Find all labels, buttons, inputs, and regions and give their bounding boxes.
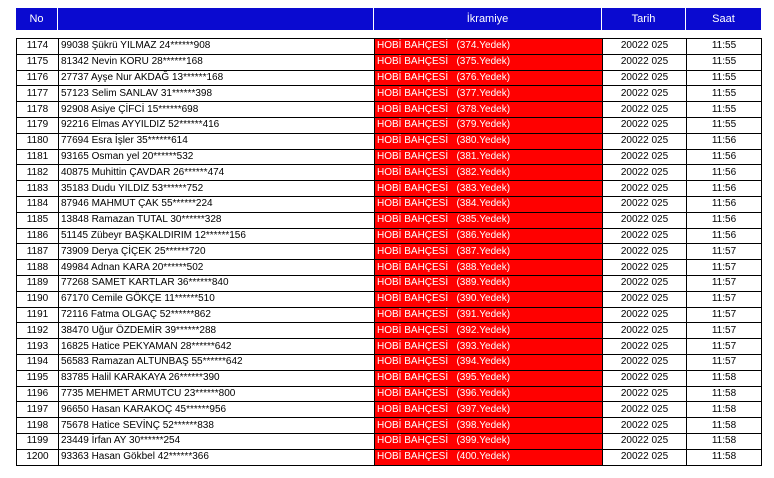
row-prize-cell: HOBİ BAHÇESİ (378.Yedek) [375, 102, 603, 118]
table-row [17, 354, 762, 370]
row-no-cell: 1192 [17, 323, 59, 339]
row-date-cell: 20022 025 [603, 70, 687, 86]
row-name-cell: 99038 Şükrü YILMAZ 24******908 [59, 39, 375, 55]
table-row [17, 86, 762, 102]
table-row [17, 370, 762, 386]
row-date-cell: 20022 025 [603, 212, 687, 228]
row-name-cell: 72116 Fatma OLGAÇ 52******862 [59, 307, 375, 323]
row-prize-cell: HOBİ BAHÇESİ (380.Yedek) [375, 133, 603, 149]
table-row [17, 196, 762, 212]
row-date-cell: 20022 025 [603, 149, 687, 165]
table-header [16, 8, 761, 30]
table-row [17, 339, 762, 355]
row-date-cell: 20022 025 [603, 354, 687, 370]
row-date-cell: 20022 025 [603, 370, 687, 386]
row-prize-cell: HOBİ BAHÇESİ (377.Yedek) [375, 86, 603, 102]
table-row [17, 181, 762, 197]
row-time-cell: 11:56 [687, 181, 762, 197]
row-time-cell: 11:57 [687, 260, 762, 276]
row-no-cell: 1200 [17, 449, 59, 465]
row-date-cell: 20022 025 [603, 133, 687, 149]
row-no-cell: 1199 [17, 433, 59, 449]
header-ikramiye: İkramiye [374, 8, 602, 30]
table-row [17, 402, 762, 418]
row-time-cell: 11:56 [687, 212, 762, 228]
row-prize-cell: HOBİ BAHÇESİ (399.Yedek) [375, 433, 603, 449]
row-date-cell: 20022 025 [603, 39, 687, 55]
row-time-cell: 11:58 [687, 433, 762, 449]
row-no-cell: 1184 [17, 196, 59, 212]
row-time-cell: 11:56 [687, 228, 762, 244]
row-time-cell: 11:56 [687, 133, 762, 149]
row-date-cell: 20022 025 [603, 228, 687, 244]
table-row [17, 275, 762, 291]
row-prize-cell: HOBİ BAHÇESİ (390.Yedek) [375, 291, 603, 307]
row-no-cell: 1187 [17, 244, 59, 260]
row-time-cell: 11:55 [687, 70, 762, 86]
row-prize-cell: HOBİ BAHÇESİ (394.Yedek) [375, 354, 603, 370]
row-date-cell: 20022 025 [603, 244, 687, 260]
results-table-body [17, 39, 762, 466]
row-prize-cell: HOBİ BAHÇESİ (382.Yedek) [375, 165, 603, 181]
row-no-cell: 1197 [17, 402, 59, 418]
row-time-cell: 11:55 [687, 102, 762, 118]
row-name-cell: 92216 Elmas AYYILDIZ 52******416 [59, 117, 375, 133]
row-prize-cell: HOBİ BAHÇESİ (391.Yedek) [375, 307, 603, 323]
header-name-blank [58, 8, 374, 30]
row-name-cell: 16825 Hatice PEKYAMAN 28******642 [59, 339, 375, 355]
row-prize-cell: HOBİ BAHÇESİ (397.Yedek) [375, 402, 603, 418]
row-date-cell: 20022 025 [603, 339, 687, 355]
row-no-cell: 1190 [17, 291, 59, 307]
header-gap [16, 30, 761, 38]
row-time-cell: 11:57 [687, 291, 762, 307]
row-time-cell: 11:57 [687, 354, 762, 370]
row-time-cell: 11:58 [687, 386, 762, 402]
row-prize-cell: HOBİ BAHÇESİ (396.Yedek) [375, 386, 603, 402]
row-time-cell: 11:57 [687, 307, 762, 323]
row-name-cell: 87946 MAHMUT ÇAK 55******224 [59, 196, 375, 212]
row-date-cell: 20022 025 [603, 275, 687, 291]
row-date-cell: 20022 025 [603, 196, 687, 212]
row-prize-cell: HOBİ BAHÇESİ (386.Yedek) [375, 228, 603, 244]
row-no-cell: 1198 [17, 418, 59, 434]
row-no-cell: 1195 [17, 370, 59, 386]
row-time-cell: 11:57 [687, 244, 762, 260]
table-row [17, 54, 762, 70]
row-time-cell: 11:56 [687, 196, 762, 212]
row-prize-cell: HOBİ BAHÇESİ (400.Yedek) [375, 449, 603, 465]
row-time-cell: 11:58 [687, 418, 762, 434]
row-time-cell: 11:55 [687, 54, 762, 70]
table-row [17, 323, 762, 339]
row-name-cell: 35183 Dudu YILDIZ 53******752 [59, 181, 375, 197]
header-tarih: Tarih [602, 8, 686, 30]
row-date-cell: 20022 025 [603, 307, 687, 323]
row-prize-cell: HOBİ BAHÇESİ (375.Yedek) [375, 54, 603, 70]
row-name-cell: 81342 Nevin KORU 28******168 [59, 54, 375, 70]
row-prize-cell: HOBİ BAHÇESİ (384.Yedek) [375, 196, 603, 212]
table-row [17, 449, 762, 465]
table-row [17, 133, 762, 149]
row-prize-cell: HOBİ BAHÇESİ (395.Yedek) [375, 370, 603, 386]
table-row [17, 418, 762, 434]
row-no-cell: 1188 [17, 260, 59, 276]
row-no-cell: 1186 [17, 228, 59, 244]
row-no-cell: 1191 [17, 307, 59, 323]
row-no-cell: 1193 [17, 339, 59, 355]
row-name-cell: 40875 Muhittin ÇAVDAR 26******474 [59, 165, 375, 181]
results-document [16, 8, 761, 466]
row-no-cell: 1185 [17, 212, 59, 228]
row-time-cell: 11:55 [687, 39, 762, 55]
row-time-cell: 11:57 [687, 323, 762, 339]
table-row [17, 291, 762, 307]
row-date-cell: 20022 025 [603, 86, 687, 102]
row-name-cell: 38470 Uğur ÖZDEMİR 39******288 [59, 323, 375, 339]
row-time-cell: 11:58 [687, 402, 762, 418]
row-prize-cell: HOBİ BAHÇESİ (388.Yedek) [375, 260, 603, 276]
row-date-cell: 20022 025 [603, 54, 687, 70]
row-prize-cell: HOBİ BAHÇESİ (392.Yedek) [375, 323, 603, 339]
row-time-cell: 11:56 [687, 165, 762, 181]
row-name-cell: 23449 İrfan AY 30******254 [59, 433, 375, 449]
row-name-cell: 56583 Ramazan ALTUNBAŞ 55******642 [59, 354, 375, 370]
results-table [16, 38, 762, 466]
row-name-cell: 77268 SAMET KARTLAR 36******840 [59, 275, 375, 291]
row-date-cell: 20022 025 [603, 117, 687, 133]
header-saat: Saat [686, 8, 761, 30]
row-no-cell: 1183 [17, 181, 59, 197]
row-name-cell: 93165 Osman yel 20******532 [59, 149, 375, 165]
row-prize-cell: HOBİ BAHÇESİ (376.Yedek) [375, 70, 603, 86]
row-date-cell: 20022 025 [603, 402, 687, 418]
row-name-cell: 73909 Derya ÇİÇEK 25******720 [59, 244, 375, 260]
row-date-cell: 20022 025 [603, 291, 687, 307]
row-no-cell: 1175 [17, 54, 59, 70]
header-no: No [16, 8, 58, 30]
row-time-cell: 11:57 [687, 275, 762, 291]
row-time-cell: 11:56 [687, 149, 762, 165]
row-date-cell: 20022 025 [603, 449, 687, 465]
row-no-cell: 1189 [17, 275, 59, 291]
row-time-cell: 11:58 [687, 449, 762, 465]
row-no-cell: 1174 [17, 39, 59, 55]
row-prize-cell: HOBİ BAHÇESİ (387.Yedek) [375, 244, 603, 260]
row-no-cell: 1194 [17, 354, 59, 370]
table-row [17, 70, 762, 86]
table-row [17, 307, 762, 323]
row-name-cell: 93363 Hasan Gökbel 42******366 [59, 449, 375, 465]
row-date-cell: 20022 025 [603, 260, 687, 276]
row-no-cell: 1178 [17, 102, 59, 118]
table-row [17, 39, 762, 55]
row-date-cell: 20022 025 [603, 323, 687, 339]
row-name-cell: 51145 Zübeyr BAŞKALDIRIM 12******156 [59, 228, 375, 244]
row-prize-cell: HOBİ BAHÇESİ (393.Yedek) [375, 339, 603, 355]
row-prize-cell: HOBİ BAHÇESİ (379.Yedek) [375, 117, 603, 133]
row-no-cell: 1179 [17, 117, 59, 133]
row-name-cell: 77694 Esra İşler 35******614 [59, 133, 375, 149]
table-row [17, 165, 762, 181]
table-row [17, 149, 762, 165]
row-no-cell: 1177 [17, 86, 59, 102]
table-row [17, 433, 762, 449]
table-row [17, 102, 762, 118]
row-name-cell: 75678 Hatice SEVİNÇ 52******838 [59, 418, 375, 434]
table-row [17, 244, 762, 260]
row-time-cell: 11:57 [687, 339, 762, 355]
row-name-cell: 49984 Adnan KARA 20******502 [59, 260, 375, 276]
row-prize-cell: HOBİ BAHÇESİ (374.Yedek) [375, 39, 603, 55]
row-no-cell: 1176 [17, 70, 59, 86]
table-row [17, 260, 762, 276]
table-row [17, 386, 762, 402]
row-name-cell: 27737 Ayşe Nur AKDAĞ 13******168 [59, 70, 375, 86]
row-prize-cell: HOBİ BAHÇESİ (383.Yedek) [375, 181, 603, 197]
row-date-cell: 20022 025 [603, 386, 687, 402]
row-prize-cell: HOBİ BAHÇESİ (389.Yedek) [375, 275, 603, 291]
row-name-cell: 92908 Asiye ÇİFCİ 15******698 [59, 102, 375, 118]
row-time-cell: 11:55 [687, 86, 762, 102]
row-no-cell: 1180 [17, 133, 59, 149]
table-row [17, 228, 762, 244]
row-date-cell: 20022 025 [603, 418, 687, 434]
row-name-cell: 7735 MEHMET ARMUTCU 23******800 [59, 386, 375, 402]
row-name-cell: 96650 Hasan KARAKOÇ 45******956 [59, 402, 375, 418]
row-prize-cell: HOBİ BAHÇESİ (381.Yedek) [375, 149, 603, 165]
row-prize-cell: HOBİ BAHÇESİ (385.Yedek) [375, 212, 603, 228]
row-date-cell: 20022 025 [603, 165, 687, 181]
table-row [17, 117, 762, 133]
row-no-cell: 1181 [17, 149, 59, 165]
row-date-cell: 20022 025 [603, 102, 687, 118]
row-name-cell: 67170 Cemile GÖKÇE 11******510 [59, 291, 375, 307]
row-no-cell: 1196 [17, 386, 59, 402]
row-time-cell: 11:58 [687, 370, 762, 386]
row-no-cell: 1182 [17, 165, 59, 181]
table-row [17, 212, 762, 228]
row-date-cell: 20022 025 [603, 433, 687, 449]
row-name-cell: 83785 Halil KARAKAYA 26******390 [59, 370, 375, 386]
row-prize-cell: HOBİ BAHÇESİ (398.Yedek) [375, 418, 603, 434]
row-time-cell: 11:55 [687, 117, 762, 133]
row-name-cell: 57123 Selim SANLAV 31******398 [59, 86, 375, 102]
row-name-cell: 13848 Ramazan TUTAL 30******328 [59, 212, 375, 228]
row-date-cell: 20022 025 [603, 181, 687, 197]
